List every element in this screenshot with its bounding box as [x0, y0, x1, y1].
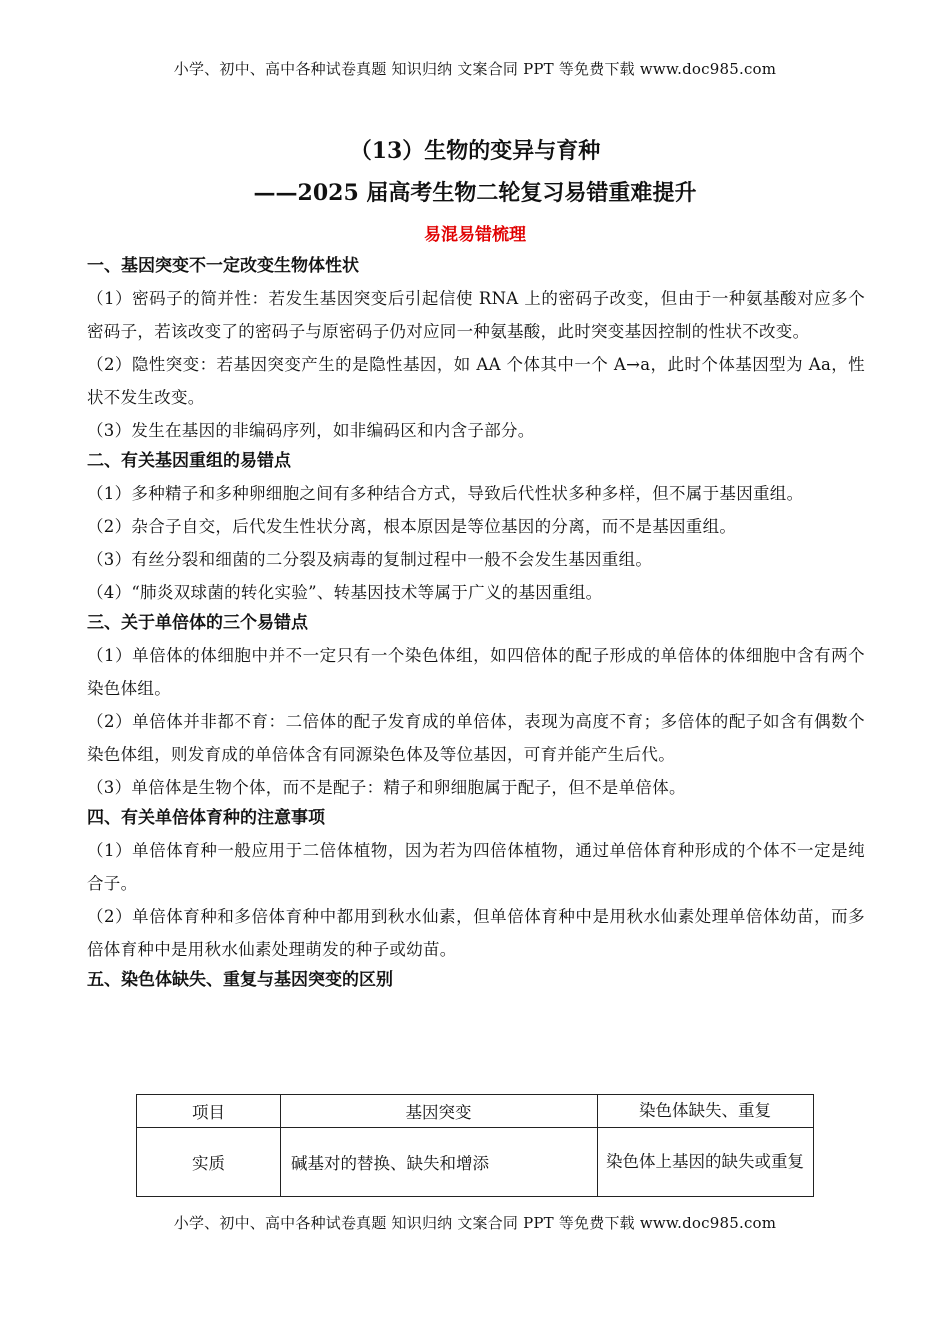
document-subtitle-line: ——2025 届高考生物二轮复习易错重难提升	[253, 180, 697, 206]
document-body	[87, 252, 865, 996]
paragraph: （2）单倍体育种和多倍体育种中都用到秋水仙素，但单倍体育种中是用秋水仙素处理单倍体幼苗，而多倍体育种中是用秋水仙素处理萌发的种子或幼苗。	[87, 907, 865, 959]
paragraph: （1）多种精子和多种卵细胞之间有多种结合方式，导致后代性状多种多样，但不属于基因重组。	[87, 484, 804, 503]
table-cell: 实质	[137, 1128, 281, 1197]
table-header-cell: 项目	[137, 1095, 281, 1128]
section-heading: 二、有关基因重组的易错点	[87, 451, 291, 471]
header-banner: 小学、初中、高中各种试卷真题 知识归纳 文案合同 PPT 等免费下载 www.doc985.com	[173, 60, 777, 78]
comparison-table	[136, 1094, 814, 1197]
paragraph: （3）有丝分裂和细菌的二分裂及病毒的复制过程中一般不会发生基因重组。	[87, 550, 653, 569]
table-cell: 染色体上基因的缺失或重复	[598, 1128, 814, 1197]
table-header-cell: 基因突变	[281, 1095, 598, 1128]
table-cell: 碱基对的替换、缺失和增添	[281, 1128, 598, 1197]
paragraph: （1）密码子的简并性：若发生基因突变后引起信使 RNA 上的密码子改变，但由于一种氨基酸对应多个密码子，若该改变了的密码子与原密码子仍对应同一种氨基酸，此时突变基因控制的性状不改变。	[87, 289, 865, 341]
paragraph: （1）单倍体育种一般应用于二倍体植物，因为若为四倍体植物，通过单倍体育种形成的个体不一定是纯合子。	[87, 841, 865, 893]
paragraph: （3）单倍体是生物个体，而不是配子：精子和卵细胞属于配子，但不是单倍体。	[87, 778, 686, 797]
table-row	[137, 1128, 814, 1197]
document-title: （13）生物的变异与育种	[349, 138, 601, 164]
paragraph: （1）单倍体的体细胞中并不一定只有一个染色体组，如四倍体的配子形成的单倍体的体细胞中含有两个染色体组。	[87, 646, 865, 698]
section-label: 易混易错梳理	[424, 225, 526, 245]
section-heading: 一、基因突变不一定改变生物体性状	[87, 256, 359, 276]
paragraph: （4）“肺炎双球菌的转化实验”、转基因技术等属于广义的基因重组。	[87, 583, 603, 602]
section-heading: 五、染色体缺失、重复与基因突变的区别	[87, 970, 393, 990]
paragraph: （2）隐性突变：若基因突变产生的是隐性基因，如 AA 个体其中一个 A→a，此时个体基因型为 Aa，性状不发生改变。	[87, 355, 865, 407]
section-heading: 三、关于单倍体的三个易错点	[87, 613, 308, 633]
paragraph: （2）杂合子自交，后代发生性状分离，根本原因是等位基因的分离，而不是基因重组。	[87, 517, 737, 536]
paragraph: （3）发生在基因的非编码序列，如非编码区和内含子部分。	[87, 421, 535, 440]
section-heading: 四、有关单倍体育种的注意事项	[87, 808, 325, 828]
table-header-cell: 染色体缺失、重复	[598, 1095, 814, 1128]
footer-banner: 小学、初中、高中各种试卷真题 知识归纳 文案合同 PPT 等免费下载 www.doc985.com	[173, 1214, 777, 1232]
paragraph: （2）单倍体并非都不育：二倍体的配子发育成的单倍体，表现为高度不育；多倍体的配子如含有偶数个染色体组，则发育成的单倍体含有同源染色体及等位基因，可育并能产生后代。	[87, 712, 865, 764]
table-header-row	[137, 1095, 814, 1128]
